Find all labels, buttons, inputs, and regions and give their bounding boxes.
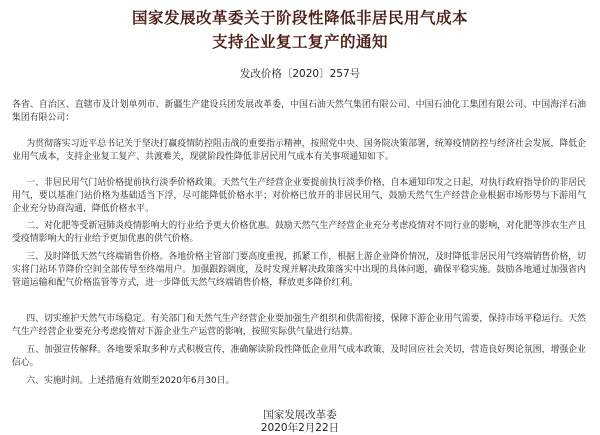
item-5-paragraph: 五、加强宣传解释。各地要采取多种方式积极宣传，准确解读阶段性降低企业用气成本政策，及时回应社会关切，营造良好舆论氛围，增强企业信心。 [12,345,586,369]
item-6-paragraph: 六、实施时间。上述措施有效期至2020年6月30日。 [26,376,235,386]
document-number: 发改价格〔2020〕257号 [239,68,361,80]
item-1-paragraph: 一、非居民用气门站价格提前执行淡季价格政策。天然气生产经营企业要提前执行淡季价格，自本通知印发之日起，对执行政府指导价的非居民用气，要以基准门站价格为基础适当下浮，尽可能降低价格水平；对价格已放开的非居民用气，鼓励天然气生产经营企业根据市场形势与下游用气企业充分协商沟通，降低价格水平。 [12,178,586,215]
addressees-paragraph: 各省、自治区、直辖市及计划单列市、新疆生产建设兵团发展改革委，中国石油天然气集团有限公司、中国石油化工集团有限公司、中国海洋石油集团有限公司： [12,100,586,124]
item-3-paragraph: 三、及时降低天然气终端销售价格。各地价格主管部门要高度重视，抓紧工作，根据上游企业降价情况，及时降低非居民用气终端销售价格，切实将门站环节降价空间全部传导至终端用户。加强跟踪调度，及时发现并解决政策落实中出现的具体问题，确保平稳实施。鼓励各地通过加强省内管道运输和配气价格监管等方式，进一步降低天然气终端销售价格，释放更多降价红利。 [12,252,586,289]
notice-title-line-1: 国家发展改革委关于阶段性降低非居民用气成本 [131,9,468,27]
signature-organization: 国家发展改革委 [263,409,337,421]
item-4-paragraph: 四、切实维护天然气市场稳定。有关部门和天然气生产经营企业要加强生产组织和供需衔接，保障下游企业用气需要，保持市场平稳运行。天然气生产经营企业要充分考虑疫情对下游企业生产运营的影响，按照实际供气量进行结算。 [12,314,586,338]
notice-title-line-2: 支持企业复工复产的通知 [211,33,388,51]
intro-paragraph: 为贯彻落实习近平总书记关于坚决打赢疫情防控阻击战的重要指示精神，按照党中央、国务院决策部署，统筹疫情防控与经济社会发展，降低企业用气成本，支持企业复工复产、共渡难关，现就阶段性降低非居民用气成本有关事项通知如下。 [12,139,586,163]
item-2-paragraph: 二、对化肥等受新冠肺炎疫情影响大的行业给予更大价格优惠。鼓励天然气生产经营企业充分考虑疫情对不同行业的影响，对化肥等涉农生产且受疫情影响大的行业给予更加优惠的供气价格。 [12,221,586,245]
signature-date: 2020年2月22日 [260,422,340,434]
